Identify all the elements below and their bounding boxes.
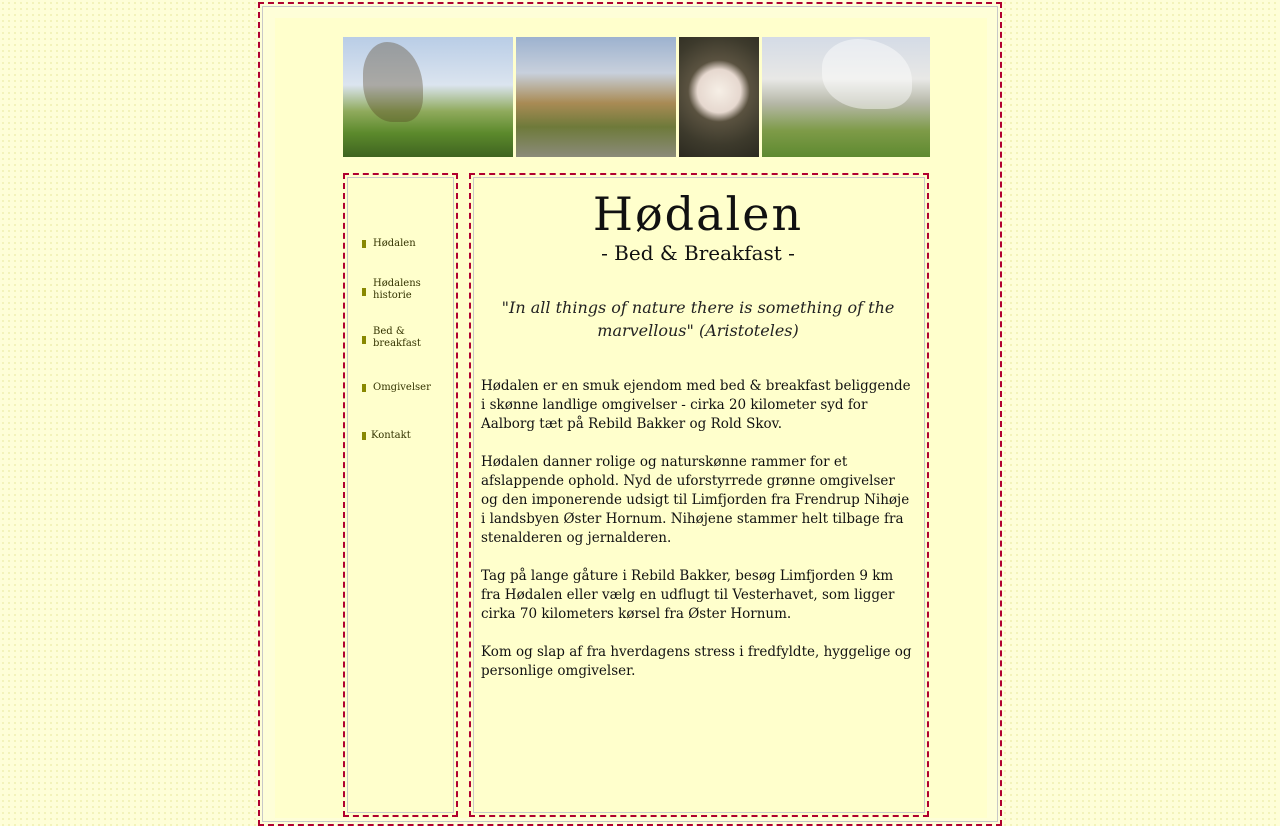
nav-item-hodalen[interactable] — [362, 238, 448, 250]
paragraph: Kom og slap af fra hverdagens stress i fredfyldte, hyggelige og personlige omgivelser. — [481, 644, 912, 679]
farmhouse-photo — [516, 37, 675, 157]
sidebar-panel — [354, 184, 449, 804]
bullet-icon — [362, 432, 366, 440]
bullet-icon — [362, 384, 366, 392]
nav-item-label: Bed & breakfast — [373, 326, 421, 349]
bullet-icon — [362, 288, 366, 296]
header-banner — [343, 37, 930, 157]
nav-item-omgivelser[interactable] — [362, 382, 448, 394]
nav-item-label: Hødalen — [373, 238, 416, 249]
tree-shape — [363, 42, 423, 122]
blossom-tree-photo — [762, 37, 930, 157]
nav-item-kontakt[interactable] — [362, 430, 448, 442]
nav-item-bed-breakfast[interactable] — [362, 326, 448, 350]
intro-text — [481, 377, 915, 700]
rose-photo — [679, 37, 759, 157]
bullet-icon — [362, 336, 366, 344]
blossom-shape — [822, 39, 912, 109]
nav-item-label: Hødalens historie — [373, 278, 421, 301]
landscape-photo — [343, 37, 513, 157]
quote-text: "In all things of nature there is something of the marvellous" (Aristoteles) — [501, 298, 895, 340]
page-subtitle: - Bed & Breakfast - — [601, 241, 795, 265]
paragraph: Tag på lange gåture i Rebild Bakker, besøg Limfjorden 9 km fra Hødalen eller vælg en udflugt til Vesterhavet, som ligger cirka 70 kilometers kørsel fra Øster Hornum. — [481, 568, 895, 622]
page-title: Hødalen — [592, 187, 804, 241]
nav-item-historie[interactable] — [362, 278, 448, 302]
paragraph: Hødalen er en smuk ejendom med bed & breakfast beliggende i skønne landlige omgivelser - cirka 20 kilometer syd for Aalborg tæt på Rebild Bakker og Rold Skov. — [481, 378, 911, 432]
nav-item-label: Kontakt — [371, 430, 411, 441]
nav-item-label: Omgivelser — [373, 382, 431, 393]
bullet-icon — [362, 240, 366, 248]
paragraph: Hødalen danner rolige og naturskønne rammer for et afslappende ophold. Nyd de uforstyrrede grønne omgivelser og den imponerende udsigt til Limfjorden fra Frendrup Nihøje i landsbyen Øster Hornum. Nihøjene stammer helt tilbage fra stenalderen og jernalderen. — [481, 454, 910, 546]
